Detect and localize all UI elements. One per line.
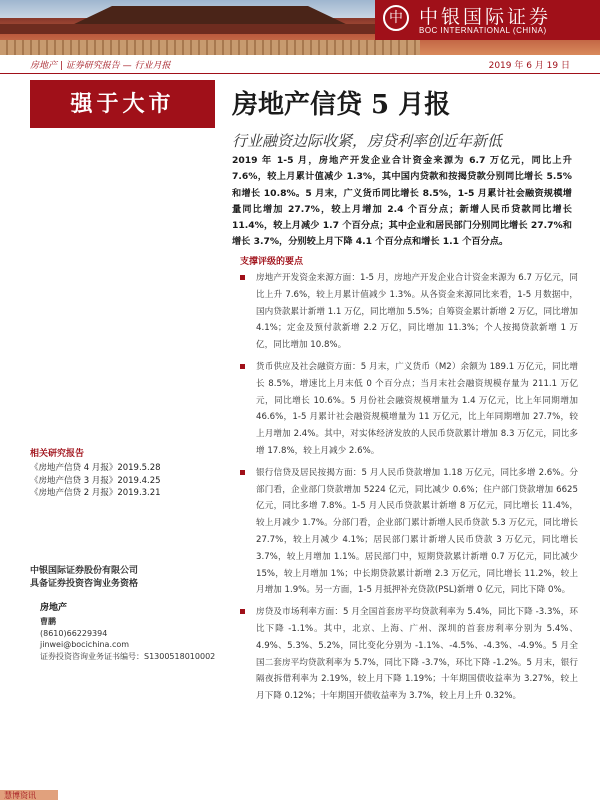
logo-en-text: BOC INTERNATIONAL (CHINA) <box>419 26 547 35</box>
banner-steps <box>0 40 420 55</box>
analyst-industry: 房地产 <box>40 603 68 613</box>
analyst-email[interactable]: jinwei@bocichina.com <box>40 640 130 649</box>
related-report-link[interactable]: 《房地产信贷 3 月报》2019.4.25 <box>30 475 161 486</box>
related-report-link[interactable]: 《房地产信贷 4 月报》2019.5.28 <box>30 463 161 473</box>
banner-eaves <box>0 24 420 34</box>
firm-qualification: 具备证券投资咨询业务资格 <box>30 579 139 589</box>
related-reports-list <box>30 462 161 500</box>
key-point-text: 房贷及市场利率方面：5 月全国首套房平均贷款利率为 5.4%，同比下降 -3.3%，环比下降 -1.1%。其中，北京、上海、广州、深圳的首套房利率分别为 5.4%、4.9%、5.3%、5.2%，同比变化分别为 -1.1%、-4.5%、-4.3%、-4.9%。5 月全国二套房平均贷款利率为 5.7%，同比下降 -3.7%，环比下降 -1.2%。5 月末，银行隔夜拆借利率为 2.19%，较上月下降 1.19%；十年期国债收益率为 3.27%，较上月下降 0.12%；十年期国开债收益率为 3.7%，较上月上升 0.32%。 <box>256 607 578 702</box>
boc-logo-icon: 中 <box>383 5 409 31</box>
key-point <box>238 270 578 354</box>
page-title: 房地产信贷 5 月报 <box>232 90 451 120</box>
summary-paragraph: 2019 年 1-5 月，房地产开发企业合计资金来源为 6.7 万亿元，同比上升 7.6%，较上月累计值减少 1.3%，其中国内贷款和按揭贷款分别同比增长 5.5%和增长 10.8%。5 月末，广义货币同比增长 8.5%，1-5 月累计社会融资规模增量同比增加 27.7%，较上月增加 2.4 个百分点；新增人民币贷款同比增长 11.4%，较上月减少 1.7 个百分点；其中企业和居民部门分别同比增长 27.7%和增长 3.7%，分别较上月下降 4.1 个百分点和增长 1.1 个百分点。 <box>232 155 572 248</box>
rating-badge: 强于大市 <box>30 80 215 128</box>
page-subtitle: 行业融资边际收紧，房贷利率创近年新低 <box>232 132 503 150</box>
square-bullet-icon <box>240 364 245 369</box>
banner-roof <box>70 6 350 26</box>
analyst-contact <box>40 616 129 651</box>
watermark-text: 慧博资讯 <box>4 791 36 800</box>
key-points-list <box>238 270 578 710</box>
brand-logo <box>375 0 600 40</box>
square-bullet-icon <box>240 609 245 614</box>
square-bullet-icon <box>240 470 245 475</box>
firm-info <box>30 565 138 591</box>
related-report-link[interactable]: 《房地产信贷 2 月报》2019.3.21 <box>30 488 161 498</box>
square-bullet-icon <box>240 275 245 280</box>
report-date: 2019 年 6 月 19 日 <box>488 61 570 71</box>
report-topbar <box>0 57 600 74</box>
analyst-certificate: 证券投资咨询业务证书编号：S1300518010002 <box>40 652 216 661</box>
key-point-text: 房地产开发资金来源方面：1-5 月，房地产开发企业合计资金来源为 6.7 万亿元，同比上升 7.6%，较上月累计值减少 1.3%。从各资金来源同比来看，1-5 月数据中，国内贷款累计新增 1.1 万亿，同比增加 5.5%；自筹资金累计新增 2 万亿，同比增加 4.1%；定金及预付款新增 2.2 万亿，同比增加 11.3%；个人按揭贷款新增 1 万亿，同比增加 10.8%。 <box>256 273 578 351</box>
logo-cn-text: 中银国际证券 <box>419 6 552 28</box>
key-point <box>238 359 578 460</box>
analyst-name: 曹鹏 <box>40 617 56 626</box>
firm-name: 中银国际证券股份有限公司 <box>30 566 139 576</box>
analyst-phone: (8610)66229394 <box>40 628 108 638</box>
related-reports-heading: 相关研究报告 <box>30 449 85 459</box>
key-point <box>238 465 578 599</box>
report-category: 房地产 | 证券研究报告 — 行业月报 <box>30 61 171 71</box>
key-point-text: 银行信贷及居民按揭方面：5 月人民币贷款增加 1.18 万亿元，同比多增 2.6%。分部门看，企业部门贷款增加 5224 亿元，同比减少 0.6%；住户部门贷款增加 6625 亿元，同比多增 7.8%。1-5 月人民币贷款累计新增 8 万亿元，同比增长 11.4%，较上月减少 1.7%。分部门看，企业部门累计新增人民币贷款 5.3 万亿元，同比增长 27.7%，较上月减少 4.1%；居民部门累计新增人民币贷款 3 万亿元，同比增长 3.7%，较上月增加 1.1%。居民部门中，短期贷款累计新增 0.7 万亿元，同比减少 15%，较上月增加 1%；中长期贷款累计新增 2.3 万亿元，同比增长 11.2%，较上月增加 1.9%。另一方面，1-5 月抵押补充贷款(PSL)新增 0 亿元，同比下降 0%。 <box>256 467 578 596</box>
key-point <box>238 604 578 705</box>
section-heading: 支撑评级的要点 <box>240 257 304 267</box>
key-point-text: 货币供应及社会融资方面：5 月末，广义货币（M2）余额为 189.1 万亿元，同比增长 8.5%，增速比上月末低 0 个百分点；当月末社会融资规模存量为 211.1 万亿元，同比增长 10.6%。5 月份社会融资规模增量为 1.4 万亿元，比上年同期增加 46.6%，1-5 月累计社会融资规模增量为 11 万亿元，比上年同期增加 27.7%，较上月增加 2.4%。其中，对实体经济发放的人民币贷款累计增加 8.3 万亿元，同比多增 17.8%，较上月减少 2.6%。 <box>256 361 578 456</box>
